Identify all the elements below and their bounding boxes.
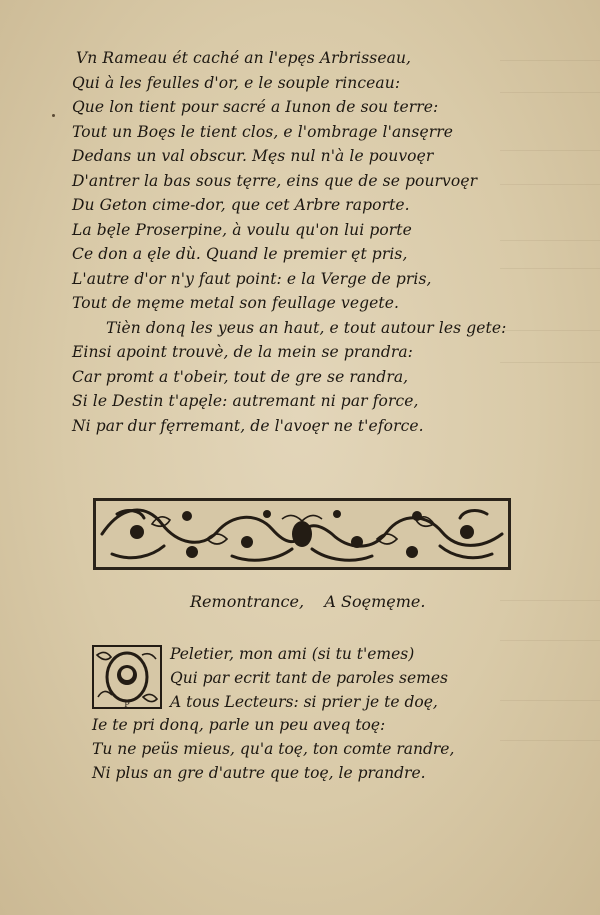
poem-line: L'autre d'or n'y faut point: e la Verge de pris, bbox=[72, 269, 432, 288]
poem-line: Si le Destin t'apęle: autremant ni par force, bbox=[72, 392, 419, 410]
poem-top bbox=[72, 46, 507, 438]
poem-line: Qui à les feulles d'or, e le souple rinceau: bbox=[72, 73, 401, 92]
ink-dot bbox=[52, 114, 55, 117]
poem-line: Ni par dur fęrremant, de l'avoęr ne t'eforce. bbox=[72, 416, 424, 435]
poem-line: Tièn donq les yeus an haut, e tout autour les gete: bbox=[106, 318, 507, 337]
poem-line: Tout un Boęs le tient clos, e l'ombrage l'ansęrre bbox=[72, 122, 454, 141]
poem-line: Qui par ecrit tant de paroles semes bbox=[170, 668, 448, 687]
poem-line: Vn Rameau ét caché an l'epęs Arbrisseau, bbox=[76, 49, 412, 67]
poem-line: Ce don a ęle dù. Quand le premier ęt pris, bbox=[72, 245, 408, 263]
woodcut-ornament bbox=[92, 494, 512, 574]
poem-bottom bbox=[92, 643, 455, 786]
poem-line: Einsi apoint trouvè, de la mein se prandra: bbox=[72, 343, 414, 361]
initial-letter: P bbox=[124, 700, 130, 709]
poem-line: Peletier, mon ami (si tu t'emes) bbox=[170, 645, 415, 663]
heading-subtitle: A Soęmęme. bbox=[324, 592, 426, 611]
poem-line: Ni plus an gre d'autre que toę, le prandre. bbox=[92, 763, 426, 782]
poem-line: Tout de męme metal son feullage vegete. bbox=[72, 294, 400, 312]
heading-title: Remontrance, bbox=[190, 592, 305, 611]
poem-line: Ie te pri donq, parle un peu aveq toę: bbox=[92, 716, 386, 735]
poem-line: Dedans un val obscur. Męs nul n'à le pouvoęr bbox=[72, 147, 434, 165]
poem-line: D'antrer la bas sous tęrre, eins que de se pourvoęr bbox=[72, 171, 478, 190]
poem-line: Tu ne peüs mieus, qu'a toę, ton comte randre, bbox=[92, 740, 455, 759]
section-heading bbox=[190, 592, 450, 611]
poem-line: Que lon tient pour sacré a Iunon de sou terre: bbox=[72, 98, 439, 116]
poem-line: Car promt a t'obeir, tout de gre se randra, bbox=[72, 367, 409, 386]
poem-line: Du Geton cime-dor, que cet Arbre raporte. bbox=[72, 196, 410, 214]
poem-line: A tous Lecteurs: si prier je te doę, bbox=[170, 692, 438, 711]
poem-line: La bęle Proserpine, à voulu qu'on lui porte bbox=[72, 220, 412, 239]
